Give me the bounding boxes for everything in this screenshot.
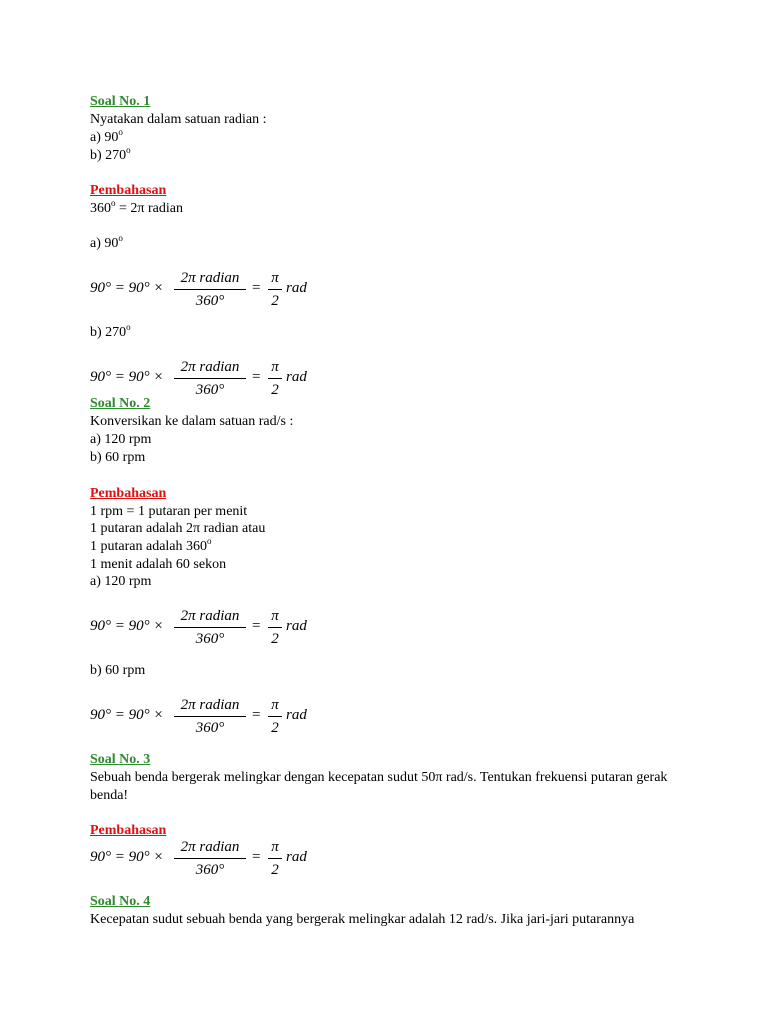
pembahasan-2-heading: Pembahasan: [90, 486, 167, 501]
formula-denominator: 360°: [195, 720, 225, 736]
formula-lhs: 90° = 90° ×: [90, 707, 164, 723]
fraction-bar: [174, 378, 246, 379]
formula-numerator: 2π radian: [180, 839, 240, 855]
formula-numerator: 2π radian: [180, 270, 240, 286]
formula-numerator: 2π radian: [180, 608, 240, 624]
soal-1-option-a: a) 90$^o$: [90, 127, 123, 145]
formula-1: [90, 268, 370, 312]
formula-lhs: 90° = 90° ×: [90, 849, 164, 865]
fraction-bar: [268, 627, 282, 628]
formula-unit: rad: [286, 707, 307, 723]
formula-pi: π: [271, 839, 279, 855]
formula-two: 2: [271, 382, 279, 398]
formula-fraction: [174, 837, 246, 880]
formula-two: 2: [271, 631, 279, 647]
formula-lhs: 90° = 90° ×: [90, 280, 164, 296]
formula-equals: =: [252, 707, 261, 723]
soal-3-question: Sebuah benda bergerak melingkar dengan kecepatan sudut 50π rad/s. Tentukan frekuensi putaran gerak benda!: [90, 770, 668, 803]
formula-denominator: 360°: [195, 293, 225, 309]
formula-equals: =: [252, 849, 261, 865]
fraction-bar: [174, 289, 246, 290]
soal-4-question: Kecepatan sudut sebuah benda yang bergerak melingkar adalah 12 rad/s. Jika jari-jari putarannya: [90, 912, 635, 927]
formula-numerator: 2π radian: [180, 359, 240, 375]
formula-denominator: 360°: [195, 862, 225, 878]
formula-3: [90, 606, 370, 650]
formula-pi-fraction: [268, 837, 282, 880]
formula-lhs: 90° = 90° ×: [90, 618, 164, 634]
formula-pi-fraction: [268, 695, 282, 738]
pembahasan-3-heading: Pembahasan: [90, 823, 167, 838]
soal-2-question: Konversikan ke dalam satuan rad/s :: [90, 414, 294, 429]
formula-fraction: [174, 606, 246, 649]
pembahasan-2-line-3: 1 putaran adalah 360$^o$: [90, 536, 212, 554]
soal-2-option-a: a) 120 rpm: [90, 432, 152, 447]
formula-equals: =: [252, 280, 261, 296]
formula-two: 2: [271, 862, 279, 878]
formula-pi-fraction: [268, 606, 282, 649]
formula-two: 2: [271, 293, 279, 309]
pembahasan-2-line-2: 1 putaran adalah 2π radian atau: [90, 521, 266, 536]
formula-fraction: [174, 357, 246, 400]
pembahasan-2-part-a: a) 120 rpm: [90, 574, 152, 589]
soal-4-heading: Soal No. 4: [90, 894, 151, 909]
formula-two: 2: [271, 720, 279, 736]
fraction-bar: [268, 858, 282, 859]
soal-1-option-b: b) 270$^o$: [90, 145, 131, 163]
formula-unit: rad: [286, 849, 307, 865]
pembahasan-2-part-b: b) 60 rpm: [90, 663, 146, 678]
formula-4: [90, 695, 370, 739]
formula-pi: π: [271, 270, 279, 286]
formula-numerator: 2π radian: [180, 697, 240, 713]
soal-2-heading: Soal No. 2: [90, 396, 151, 411]
soal-1-heading: Soal No. 1: [90, 94, 151, 109]
pembahasan-1-part-b: b) 270$^o$: [90, 322, 131, 340]
formula-equals: =: [252, 369, 261, 385]
fraction-bar: [268, 716, 282, 717]
formula-denominator: 360°: [195, 382, 225, 398]
formula-denominator: 360°: [195, 631, 225, 647]
fraction-bar: [268, 289, 282, 290]
formula-fraction: [174, 695, 246, 738]
formula-5: [90, 837, 370, 881]
formula-unit: rad: [286, 280, 307, 296]
formula-equals: =: [252, 618, 261, 634]
formula-fraction: [174, 268, 246, 311]
pembahasan-2-line-1: 1 rpm = 1 putaran per menit: [90, 504, 248, 519]
fraction-bar: [174, 627, 246, 628]
fraction-bar: [174, 716, 246, 717]
fraction-bar: [268, 378, 282, 379]
formula-pi-fraction: [268, 357, 282, 400]
soal-1-question: Nyatakan dalam satuan radian :: [90, 112, 267, 127]
formula-unit: rad: [286, 618, 307, 634]
formula-pi: π: [271, 697, 279, 713]
formula-unit: rad: [286, 369, 307, 385]
pembahasan-1-heading: Pembahasan: [90, 183, 167, 198]
formula-lhs: 90° = 90° ×: [90, 369, 164, 385]
pembahasan-1-part-a: a) 90$^o$: [90, 233, 123, 251]
formula-pi: π: [271, 359, 279, 375]
soal-3-heading: Soal No. 3: [90, 752, 151, 767]
formula-pi-fraction: [268, 268, 282, 311]
pembahasan-2-line-4: 1 menit adalah 60 sekon: [90, 557, 227, 572]
pembahasan-1-identity: $360^o = 2\pi$ radian: [90, 198, 183, 216]
formula-pi: π: [271, 608, 279, 624]
fraction-bar: [174, 858, 246, 859]
soal-2-option-b: b) 60 rpm: [90, 450, 146, 465]
